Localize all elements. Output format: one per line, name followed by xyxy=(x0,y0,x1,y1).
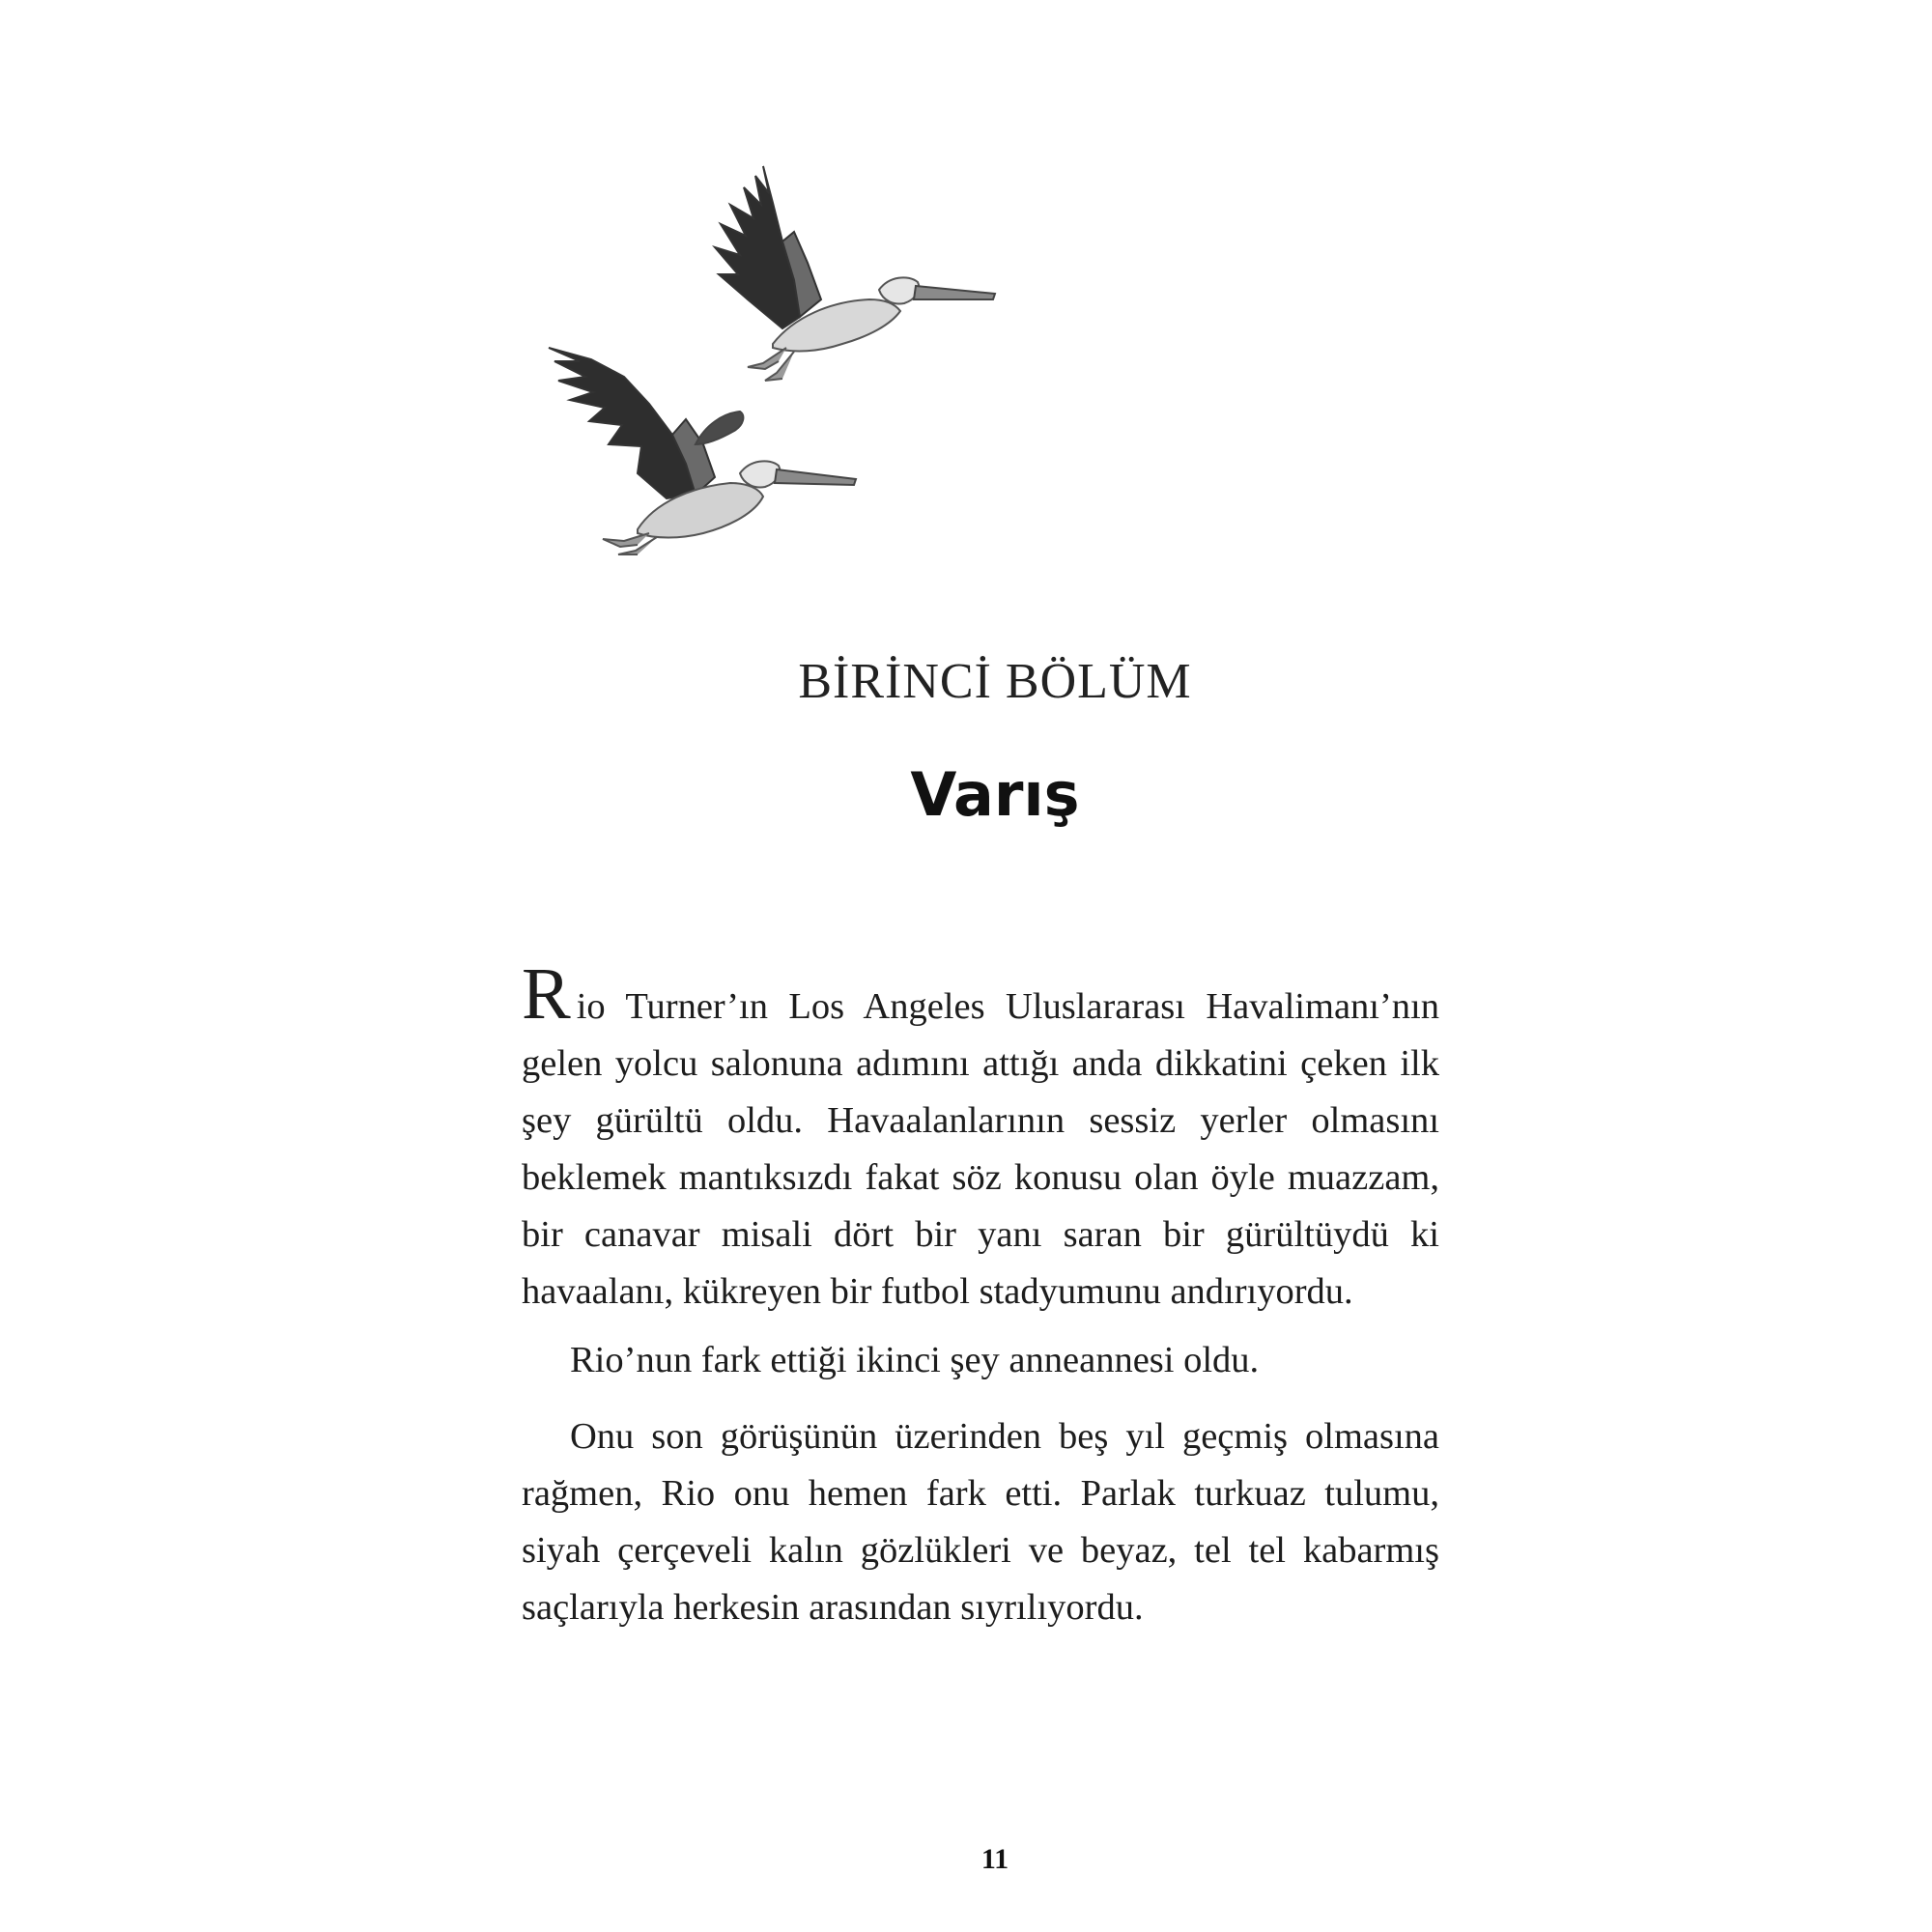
pelican-upper xyxy=(715,166,995,381)
chapter-label: BİRİNCİ BÖLÜM xyxy=(798,654,1192,709)
pelicans-icon xyxy=(541,155,1005,560)
paragraph-3: Onu son görüşünün üzerinden beş yıl geçmiş olmasına rağmen, Rio onu hemen fark etti. Parlak turkuaz tulumu, siyah çerçeveli kalın gözlükleri ve beyaz, tel tel kabarmış saçlarıyla herkesin arasından sıyrılıyordu. xyxy=(522,1416,1439,1628)
paragraph-1-text: io Turner’ın Los Angeles Uluslararası Havalimanı’nın gelen yolcu salonuna adımını attığı anda dikkatini çeken ilk şey gürültü oldu. Havaalanlarının sessiz yerler olmasını beklemek mantıksızdı fakat söz konusu olan öyle muazzam, bir canavar misali dört bir yanı saran bir gürültüydü ki havaalanı, kükreyen bir futbol stadyumunu andırıyordu. xyxy=(522,986,1439,1312)
paragraph-2: Rio’nun fark ettiği ikinci şey anneannesi oldu. xyxy=(570,1340,1260,1380)
page-number: 11 xyxy=(980,1843,1009,1875)
drop-cap: R xyxy=(522,953,571,1035)
pelican-lower xyxy=(549,348,856,554)
paragraph-1 xyxy=(522,953,1439,1321)
chapter-body xyxy=(522,953,1439,1636)
chapter-title: Varış xyxy=(910,759,1080,830)
pelicans-flying-illustration xyxy=(541,155,1005,560)
